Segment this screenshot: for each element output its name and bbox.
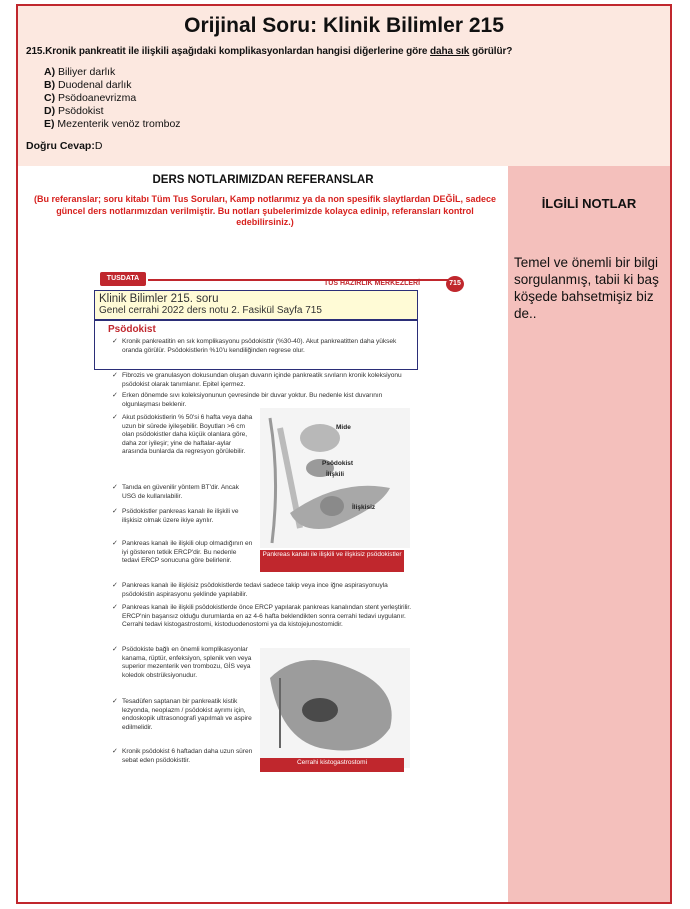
list-item: ✓ Psödokistler pankreas kanalı ile ilişkili ve ilişkisiz olmak üzere ikiye ayrılır. bbox=[112, 508, 239, 524]
check-icon: ✓ bbox=[112, 582, 118, 589]
list-item: ✓ Kronik psödokist 6 haftadan daha uzun süren sebat eden psödokisttir. bbox=[112, 748, 253, 764]
check-icon: ✓ bbox=[112, 646, 118, 653]
list-item: ✓ Pankreas kanalı ile ilişkili psödokistlerde önce ERCP yapılarak pankreas kanalından stent yerleştirilir. ERCP'nin başarısız olduğu durumlarda en az 4-6 hafta beklendikten sonra cerrahi tedavi uygulanır. Cerrahi tedavi kistogastrostomi, kistoduodenostomi ya da kistojejunostomidir. bbox=[112, 604, 411, 629]
option-b: B) Duodenal darlık bbox=[44, 79, 132, 91]
check-icon: ✓ bbox=[112, 748, 118, 755]
list-item: ✓ Tesadüfen saptanan bir pankreatik kistik lezyonda, neoplazm / psödokist ayrımı için, endoskopik ultrasonografi yapılmalı ve aspire edilmelidir. bbox=[112, 698, 252, 731]
check-icon: ✓ bbox=[112, 392, 118, 399]
section-heading: Psödokist bbox=[108, 324, 156, 335]
cystogastrostomy-illustration bbox=[260, 648, 410, 768]
check-icon: ✓ bbox=[112, 372, 118, 379]
check-icon: ✓ bbox=[112, 604, 118, 611]
question-tail: görülür? bbox=[469, 46, 513, 57]
document-frame bbox=[16, 4, 672, 904]
check-icon: ✓ bbox=[112, 484, 118, 491]
book-page-image bbox=[94, 268, 474, 788]
related-notes-text: Temel ve önemli bir bilgi sorgulanmış, tabii ki baş köşede bahsetmişiz biz de.. bbox=[514, 255, 659, 321]
correct-answer: Doğru Cevap:D bbox=[26, 140, 103, 152]
related-notes-panel bbox=[508, 166, 670, 902]
related-notes-title: İLGİLİ NOTLAR bbox=[541, 196, 637, 211]
label-related: İlişkili bbox=[326, 471, 345, 478]
reference-line-2: Genel cerrahi 2022 ders notu 2. Fasikül Sayfa 715 bbox=[99, 305, 322, 316]
check-icon: ✓ bbox=[112, 338, 118, 345]
option-a: A) Biliyer darlık bbox=[44, 66, 116, 78]
question-section bbox=[18, 6, 670, 166]
stomach-shape bbox=[300, 424, 340, 452]
option-e: E) Mezenterik venöz tromboz bbox=[44, 118, 181, 130]
list-item: ✓ Psödokiste bağlı en önemli komplikasyonlar kanama, rüptür, enfeksiyon, splenik ven veya superior mezenterik ven trombozu, GİS veya koledok obstrüksiyonudur. bbox=[112, 646, 252, 679]
list-item: ✓ Fibrozis ve granulasyon dokusundan oluşan duvarın içinde pankreatik sıvıların kronik koleksiyonu psödokist olarak tanımlanır. Epitel içermez. bbox=[112, 372, 402, 388]
question-number: 215. bbox=[26, 46, 46, 57]
page-number: 715 bbox=[446, 276, 464, 292]
reference-callout bbox=[94, 290, 418, 320]
label-unrelated: İlişkisiz bbox=[352, 504, 376, 511]
page-title: Orijinal Soru: Klinik Bilimler 215 bbox=[184, 14, 504, 37]
question-body: Kronik pankreatit ile ilişkili aşağıdaki komplikasyonlardan hangisi diğerlerine göre bbox=[45, 46, 431, 57]
check-icon: ✓ bbox=[112, 508, 118, 515]
reference-line-1: Klinik Bilimler 215. soru bbox=[99, 293, 219, 305]
list-item: ✓ Pankreas kanalı ile ilişkisiz psödokistlerde tedavi sadece takip veya ince iğne aspirasyonuyla psödokistin aspirasyonu şeklinde yapılabilir. bbox=[112, 582, 388, 598]
options-list bbox=[44, 66, 181, 131]
check-icon: ✓ bbox=[112, 698, 118, 705]
references-note: (Bu referanslar; soru kitabı Tüm Tus Soruları, Kamp notlarımız ya da non spesifik slaytlardan DEĞİL, sadece güncel ders notlarımızdan verilmiştir. Bu notları şubelerimizde kolayca edinip, referansları kontrol edebilirsiniz.) bbox=[34, 194, 496, 227]
unrelated-cyst-shape bbox=[320, 496, 344, 516]
list-item: ✓ Erken dönemde sıvı koleksiyonunun çevresinde bir duvar yoktur. Bu nedenle kist duvarının olgunlaşması beklenir. bbox=[112, 392, 383, 408]
question-text bbox=[26, 46, 666, 57]
list-item: ✓ Pankreas kanalı ile ilişkili olup olmadığının en iyi gösteren tetkik ERCP'dir. Bu nedenle tedavi ERCP sonucuna göre belirlenir. bbox=[112, 540, 253, 565]
check-icon: ✓ bbox=[112, 414, 118, 421]
label-pseudocyst: Psödokist bbox=[322, 460, 354, 467]
option-c: C) Psödoanevrizma bbox=[44, 92, 137, 104]
pseudocyst-illustration bbox=[260, 408, 410, 548]
brand-logo: TUSDATA bbox=[100, 272, 146, 286]
book-header: TUS HAZIRLIK MERKEZLERİ bbox=[324, 280, 421, 287]
figure-caption-1: Pankreas kanalı ile ilişkili ve ilişkisiz psödokistler bbox=[260, 550, 404, 572]
list-item: ✓ Akut psödokistlerin % 50'si 6 hafta veya daha uzun bir sürede iyileşebilir. Boyutları >6 cm olan psödokistler daha küçük olanlara göre, daha zor iyileşir; yine de haftalar-aylar arasında bunlarda da regresyon görülebilir. bbox=[112, 414, 253, 456]
list-item: ✓ Kronik pankreatitin en sık komplikasyonu psödokisttir (%30-40). Akut pankreatitten daha yüksek oranda görülür. Psödokistlerin %10'u kendiliğinden regrese olur. bbox=[112, 338, 397, 354]
check-icon: ✓ bbox=[112, 540, 118, 547]
references-title: DERS NOTLARIMIZDAN REFERANSLAR bbox=[152, 174, 374, 186]
question-emphasis: daha sık bbox=[430, 46, 470, 57]
option-d: D) Psödokist bbox=[44, 105, 104, 117]
label-stomach: Mide bbox=[336, 424, 351, 431]
figure-caption-2: Cerrahi kistogastrostomi bbox=[260, 758, 404, 772]
anastomosis-shape bbox=[302, 698, 338, 722]
list-item: ✓ Tanıda en güvenilir yöntem BT'dir. Ancak USG de kullanılabilir. bbox=[112, 484, 239, 500]
